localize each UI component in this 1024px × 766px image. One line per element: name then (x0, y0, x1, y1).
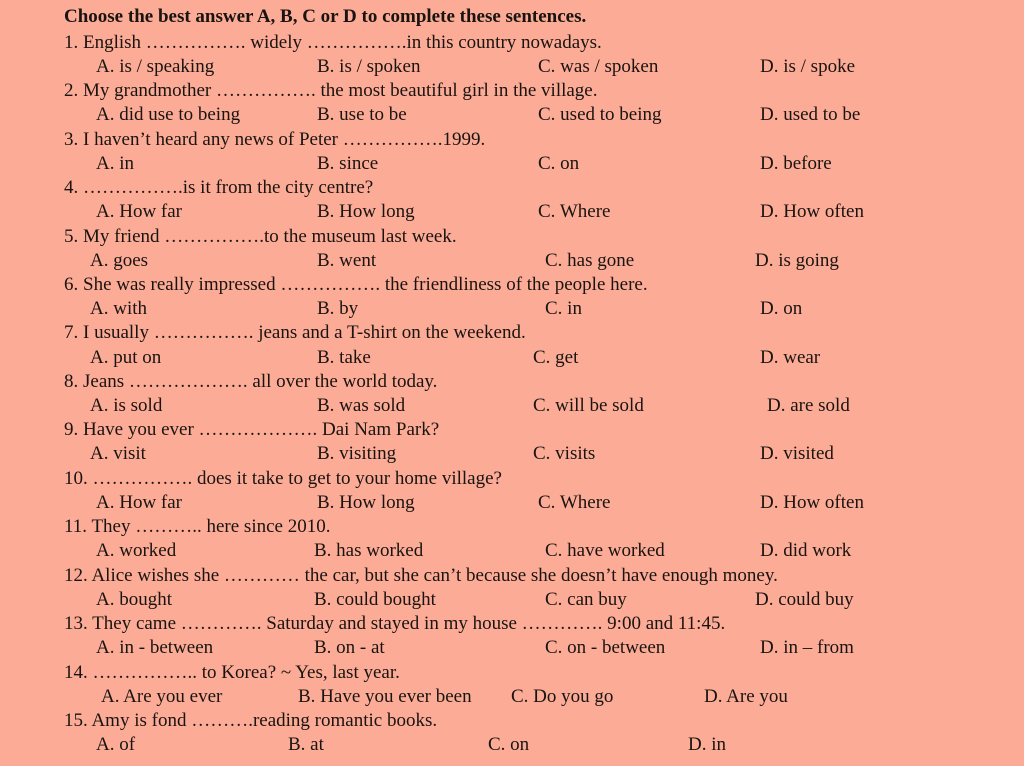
question-14-text: 14. …………….. to Korea? ~ Yes, last year. (64, 662, 400, 683)
question-11-option-a: A. worked (96, 540, 177, 561)
question-12-text: 12. Alice wishes she ………… the car, but she can’t because she doesn’t have enough money. (64, 565, 778, 586)
question-4-option-b: B. How long (317, 201, 415, 222)
question-3-option-d: D. before (760, 153, 832, 174)
question-11-option-c: C. have worked (545, 540, 665, 561)
question-9-option-b: B. visiting (317, 443, 397, 464)
question-5-option-a: A. goes (90, 250, 149, 271)
question-5-option-b: B. went (317, 250, 377, 271)
question-6-option-b: B. by (317, 298, 359, 319)
question-14-option-b: B. Have you ever been (298, 686, 472, 707)
question-12-option-d: D. could buy (755, 589, 854, 610)
question-2-option-d: D. used to be (760, 104, 861, 125)
question-8-text: 8. Jeans ………………. all over the world today. (64, 371, 438, 392)
question-11-option-b: B. has worked (314, 540, 424, 561)
question-2-option-c: C. used to being (538, 104, 662, 125)
question-10-options (0, 492, 1024, 516)
question-6-option-a: A. with (90, 298, 147, 319)
question-1-option-b: B. is / spoken (317, 56, 421, 77)
question-6-option-d: D. on (760, 298, 803, 319)
question-1-text: 1. English ……………. widely …………….in this country nowadays. (64, 32, 602, 53)
question-13-options (0, 637, 1024, 661)
question-7-option-c: C. get (533, 347, 579, 368)
question-4-text: 4. …………….is it from the city centre? (64, 177, 374, 198)
question-1-option-a: A. is / speaking (96, 56, 215, 77)
question-15-option-a: A. of (96, 734, 136, 755)
question-4-option-a: A. How far (96, 201, 183, 222)
question-5-option-d: D. is going (755, 250, 839, 271)
question-8-option-b: B. was sold (317, 395, 406, 416)
question-1-option-c: C. was / spoken (538, 56, 659, 77)
question-7-option-a: A. put on (90, 347, 162, 368)
question-9-options (0, 443, 1024, 467)
question-7-options (0, 347, 1024, 371)
question-4-option-c: C. Where (538, 201, 611, 222)
question-5-options (0, 250, 1024, 274)
question-9-option-a: A. visit (90, 443, 146, 464)
question-15-option-d: D. in (688, 734, 726, 755)
question-14-options (0, 686, 1024, 710)
question-2-option-b: B. use to be (317, 104, 407, 125)
question-7-option-d: D. wear (760, 347, 821, 368)
question-4-option-d: D. How often (760, 201, 864, 222)
question-14-option-a: A. Are you ever (101, 686, 223, 707)
question-11-option-d: D. did work (760, 540, 852, 561)
question-1-option-d: D. is / spoke (760, 56, 855, 77)
question-8-option-c: C. will be sold (533, 395, 644, 416)
question-8-option-a: A. is sold (90, 395, 163, 416)
question-14-option-d: D. Are you (704, 686, 788, 707)
question-3-option-b: B. since (317, 153, 379, 174)
question-4-options (0, 201, 1024, 225)
question-6-option-c: C. in (545, 298, 582, 319)
question-3-options (0, 153, 1024, 177)
question-6-options (0, 298, 1024, 322)
question-12-option-a: A. bought (96, 589, 172, 610)
question-9-option-d: D. visited (760, 443, 834, 464)
question-13-option-d: D. in – from (760, 637, 854, 658)
question-10-option-d: D. How often (760, 492, 864, 513)
question-9-option-c: C. visits (533, 443, 596, 464)
question-3-text: 3. I haven’t heard any news of Peter …………….1999. (64, 129, 486, 150)
question-12-option-b: B. could bought (314, 589, 436, 610)
question-7-option-b: B. take (317, 347, 371, 368)
question-14-option-c: C. Do you go (511, 686, 614, 707)
question-3-option-c: C. on (538, 153, 580, 174)
question-10-option-c: C. Where (538, 492, 611, 513)
question-15-options (0, 734, 1024, 758)
question-5-option-c: C. has gone (545, 250, 635, 271)
question-15-option-b: B. at (288, 734, 324, 755)
question-11-options (0, 540, 1024, 564)
question-5-text: 5. My friend …………….to the museum last week. (64, 226, 457, 247)
question-8-options (0, 395, 1024, 419)
question-2-option-a: A. did use to being (96, 104, 241, 125)
question-10-option-b: B. How long (317, 492, 415, 513)
question-8-option-d: D. are sold (767, 395, 850, 416)
question-6-text: 6. She was really impressed ……………. the friendliness of the people here. (64, 274, 648, 295)
question-3-option-a: A. in (96, 153, 134, 174)
question-10-text: 10. ……………. does it take to get to your home village? (64, 468, 502, 489)
question-2-text: 2. My grandmother ……………. the most beautiful girl in the village. (64, 80, 598, 101)
worksheet-instructions: Choose the best answer A, B, C or D to complete these sentences. (64, 6, 587, 27)
question-13-option-a: A. in - between (96, 637, 214, 658)
question-13-option-c: C. on - between (545, 637, 666, 658)
question-12-option-c: C. can buy (545, 589, 627, 610)
question-10-option-a: A. How far (96, 492, 183, 513)
question-2-options (0, 104, 1024, 128)
question-7-text: 7. I usually ……………. jeans and a T-shirt on the weekend. (64, 322, 526, 343)
question-1-options (0, 56, 1024, 80)
question-12-options (0, 589, 1024, 613)
question-9-text: 9. Have you ever ………………. Dai Nam Park? (64, 419, 440, 440)
question-13-option-b: B. on - at (314, 637, 385, 658)
question-15-text: 15. Amy is fond ……….reading romantic books. (64, 710, 438, 731)
question-13-text: 13. They came …………. Saturday and stayed in my house …………. 9:00 and 11:45. (64, 613, 726, 634)
question-11-text: 11. They ……….. here since 2010. (64, 516, 331, 537)
question-15-option-c: C. on (488, 734, 530, 755)
